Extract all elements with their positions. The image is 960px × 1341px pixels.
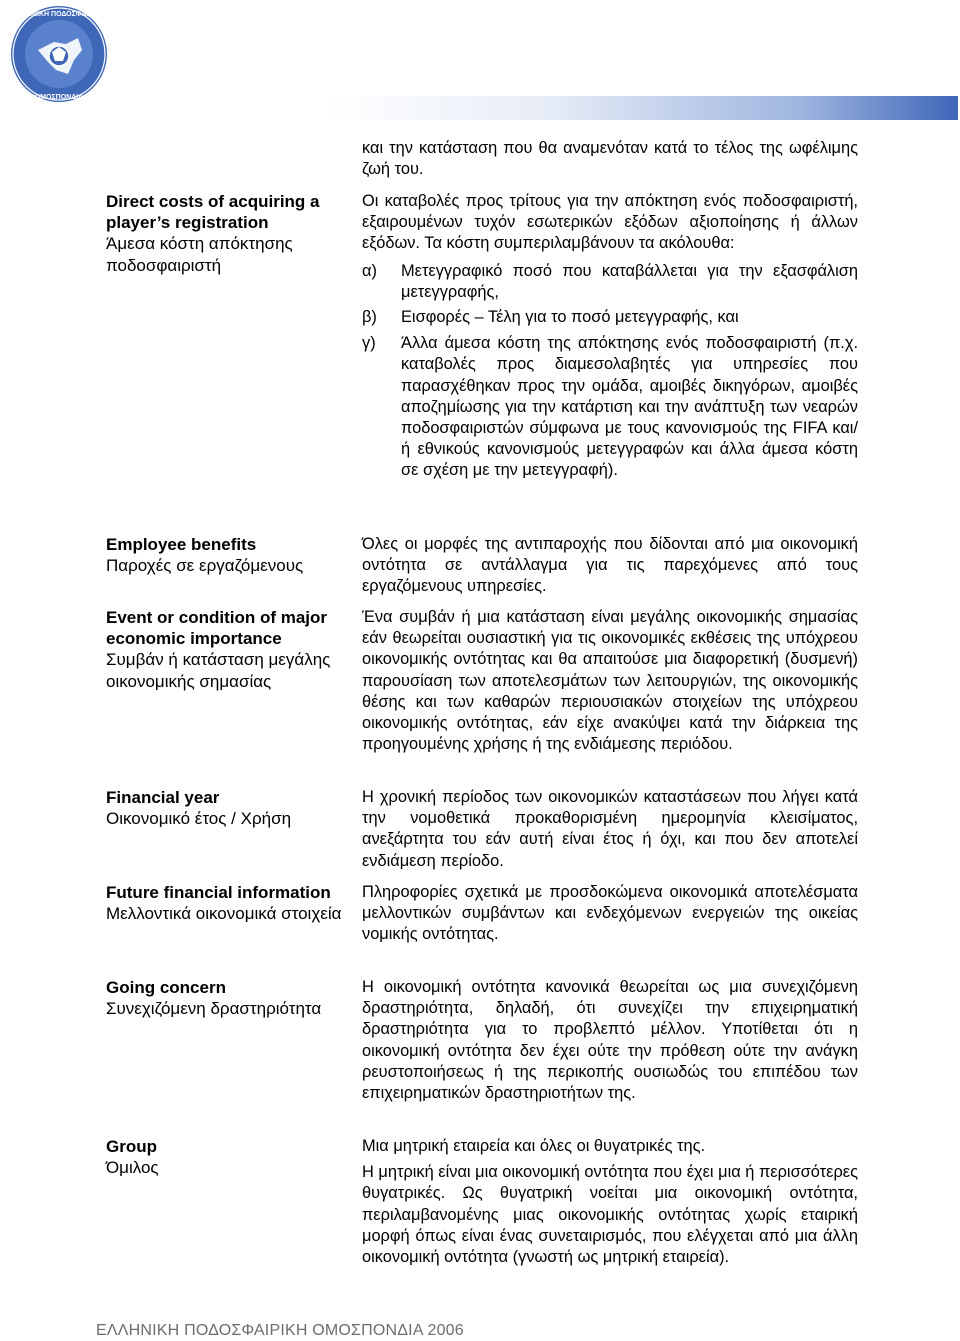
list-marker: γ) (362, 334, 376, 353)
definition-group (362, 1136, 858, 1268)
term-greek: Μελλοντικά οικονομικά στοιχεία (106, 904, 342, 924)
list-item (362, 261, 858, 303)
list-marker: α) (362, 261, 377, 280)
term-direct-costs (106, 191, 351, 276)
definition-text: Η χρονική περίοδος των οικονομικών καταστάσεων που λήγει κατά την νομοθετικά προκαθορισμένη ημερομηνία κλεισίματος, ανεξάρτητα του εάν αυτή είναι έτος ή όχι, και που δεν αποτελεί ενδιάμεση περίοδο. (362, 788, 858, 870)
term-english: Going concern (106, 978, 226, 997)
term-employee-benefits (106, 534, 351, 576)
definition-text: Μια μητρική εταιρεία και όλες οι θυγατρικές της. (362, 1137, 706, 1155)
definition-direct-costs (362, 191, 858, 482)
definition-continuation (362, 138, 858, 180)
term-event-condition (106, 607, 351, 692)
term-greek: Όμιλος (106, 1158, 159, 1178)
definition-text: Η μητρική είναι μια οικονομική οντότητα που έχει μια ή περισσότερες θυγατρικές. Ως θυγατρική νοείται μια οικονομική οντότητα, περιλαμβανομένης μιας οικονομικής οντότητας χωρίς εταιρική μορφή όπως είναι ένας συνεταιρισμός, που ελέγχεται από μια άλλη οικονομική οντότητα (γνωστή ως μητρική εταιρεία). (362, 1163, 858, 1267)
definition-text: Όλες οι μορφές της αντιπαροχής που δίδονται από μια οικονομική οντότητα σε αντάλλαγμα για τις παρεχόμενες από τους εργαζόμενους υπηρεσίες. (362, 535, 858, 596)
term-group (106, 1136, 351, 1178)
term-english: Employee benefits (106, 535, 257, 554)
definition-employee-benefits (362, 534, 858, 598)
definition-text: Οι καταβολές προς τρίτους για την απόκτηση ενός ποδοσφαιριστή, εξαιρουμένων τυχόν εσωτερικών εξόδων αξιοποίησης ή άλλων εξόδων. Τα κόστη συμπεριλαμβάνουν τα ακόλουθα: (362, 192, 858, 253)
list-marker: β) (362, 308, 377, 327)
definition-event-condition (362, 607, 858, 755)
term-greek: Άμεσα κόστη απόκτησης ποδοσφαιριστή (106, 234, 293, 275)
term-greek: Συμβάν ή κατάσταση μεγάλης οικονομικής σημασίας (106, 650, 331, 691)
definition-text: και την κατάσταση που θα αναμενόταν κατά το τέλος της ωφέλιμης ζωή του. (362, 139, 858, 179)
list-item (362, 333, 858, 481)
term-english: Group (106, 1137, 157, 1156)
term-greek: Οικονομικό έτος / Χρήση (106, 809, 292, 829)
term-english: Event or condition of major economic importance (106, 608, 328, 649)
federation-logo (8, 4, 110, 104)
term-going-concern (106, 977, 351, 1019)
term-financial-year (106, 787, 351, 829)
svg-text:ΟΜΟΣΠΟΝΔΙΑ: ΟΜΟΣΠΟΝΔΙΑ (34, 94, 84, 101)
definition-text: Η οικονομική οντότητα κανονικά θεωρείται ως μια συνεχιζόμενη δραστηριότητα, δηλαδή, ότι συνεχίζει την επιχειρηματική δραστηριότητα για το προβλεπτό μέλλον. Υποτίθεται ότι η οικονομική οντότητα δεν έχει ούτε την πρόθεση ούτε την ανάγκη ρευστοποιήσεως ή της περικοπής ουσιωδώς του επιπέδου των επιχειρηματικών δραστηριοτήτων της. (362, 978, 858, 1103)
definition-text: Πληροφορίες σχετικά με προσδοκώμενα οικονομικά αποτελέσματα μελλοντικών συμβάντων και ενδεχόμενων ενεργειών της οικείας νομικής οντότητας. (362, 883, 858, 944)
list-item-text: Εισφορές – Τέλη για το ποσό μετεγγραφής, και (401, 308, 739, 327)
svg-text:ΕΛΛΗΝΙΚΗ ΠΟΔΟΣΦΑΙΡΙΚΗ: ΕΛΛΗΝΙΚΗ ΠΟΔΟΣΦΑΙΡΙΚΗ (12, 11, 106, 18)
term-greek: Συνεχιζόμενη δραστηριότητα (106, 999, 322, 1019)
definition-financial-year (362, 787, 858, 872)
definition-going-concern (362, 977, 858, 1104)
term-greek: Παροχές σε εργαζόμενους (106, 556, 304, 576)
term-english: Direct costs of acquiring a player’s registration (106, 192, 320, 233)
list-item-text: Μετεγγραφικό ποσό που καταβάλλεται για την εξασφάλιση μετεγγραφής, (401, 261, 858, 301)
page-footer: ΕΛΛΗΝΙΚΗ ΠΟΔΟΣΦΑΙΡΙΚΗ ΟΜΟΣΠΟΝΔΙΑ 2006 (96, 1322, 464, 1339)
list-item (362, 307, 858, 328)
term-future-financial-information (106, 882, 351, 924)
term-english: Financial year (106, 788, 220, 807)
header-gradient-band (330, 96, 958, 120)
list-item-text: Άλλα άμεσα κόστη της απόκτησης ενός ποδοσφαιριστή (π.χ. καταβολές προς διαμεσολαβητές για υπηρεσίες που παρασχέθηκαν προς την ομάδα, αμοιβές δικηγόρων, αμοιβές αποζημίωσης για την κατάρτιση και την ανάπτυξη των νεαρών ποδοσφαιριστών σύμφωνα με τους κανονισμούς της FIFA και/ή εθνικούς κανονισμούς μετεγγραφών και άλλα άμεσα κόστη σε σχέση με την μετεγγραφή). (401, 334, 858, 480)
definition-future-financial-information (362, 882, 858, 946)
term-english: Future financial information (106, 883, 331, 902)
definition-text: Ένα συμβάν ή μια κατάσταση είναι μεγάλης οικονομικής σημασίας εάν θεωρείται ουσιαστική για τις οικονομικές εκθέσεις της υπόχρεου οικονομικής οντότητας και θα απαιτούσε μια διαφορετική (δυσμενή) παρουσίαση των αποτελεσμάτων των λειτουργιών, της οικονομικής θέσης και των καθαρών περιουσιακών στοιχείων της υπόχρεου οικονομικής οντότητας, εάν είχε ανακύψει κατά την διάρκεια της προηγουμένης χρήσης ή της ενδιάμεσης περιόδου. (362, 608, 858, 754)
